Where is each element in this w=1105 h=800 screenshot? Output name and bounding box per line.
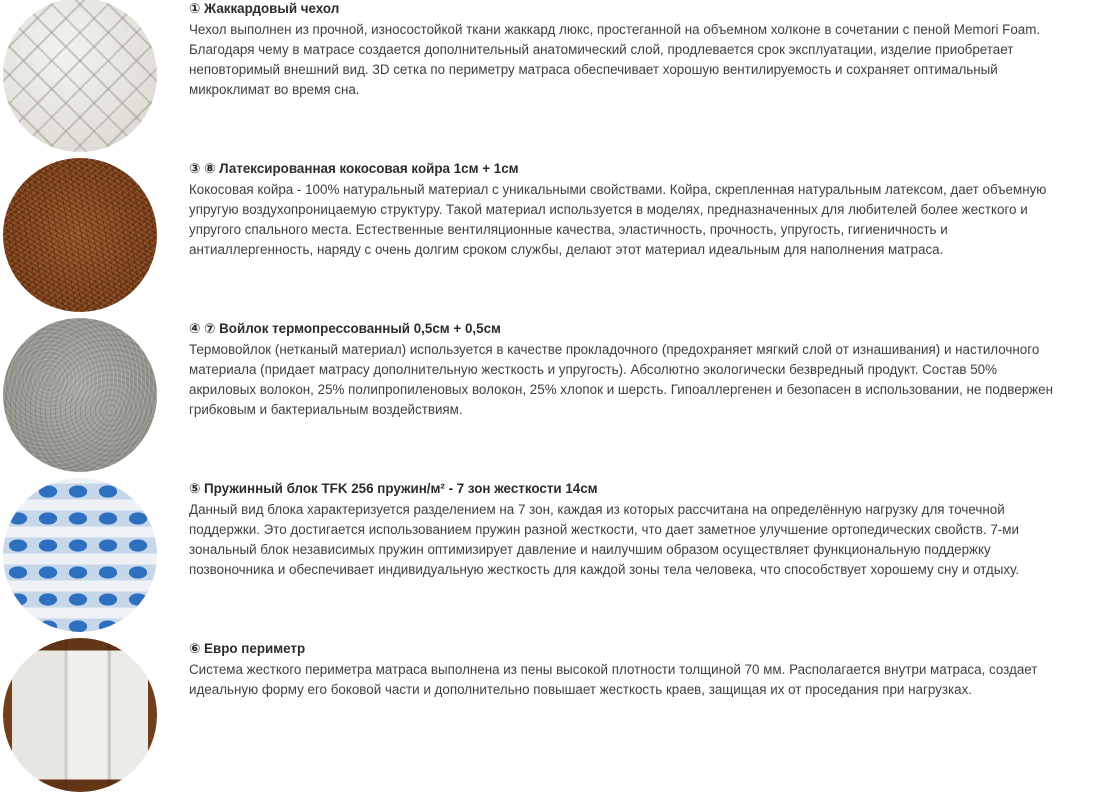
layer-heading: ⑤ Пружинный блок TFK 256 пружин/м² - 7 зон жесткости 14см (189, 481, 598, 496)
layer-euro-perimeter (0, 640, 1105, 800)
layer-heading: ① Жаккардовый чехол (189, 1, 340, 16)
spring-block-image (3, 478, 157, 632)
layer-heading: ③ ⑧ Латексированная кокосовая койра 1см + 1см (189, 161, 519, 176)
layer-heading: ⑥ Евро периметр (189, 641, 306, 656)
layer-description: Кокосовая койра - 100% натуральный материал с уникальными свойствами. Койра, скрепленная натуральным латексом, дает объемную упругую воздухопроницаемую структуру. Такой материал используется в моделях, предназначенных для любителей более жесткого и упругого спального места. Естественные вентиляционные качества, эластичность, прочность, упругость, гигиеничность и антиаллергенность, наряду с очень долгим сроком службы, делают этот материал идеальным для наполнения матраса. (189, 182, 1047, 257)
layer-thermo-felt (0, 320, 1105, 480)
euro-perimeter-image (3, 638, 157, 792)
layer-jacquard-cover (0, 0, 1105, 160)
jacquard-fabric-image (3, 0, 157, 152)
layer-description: Система жесткого периметра матраса выполнена из пены высокой плотности толщиной 70 мм. Располагается внутри матраса, создает идеальную форму его боковой части и дополнительно повышает жесткость краев, защищая их от проседания при нагрузках. (189, 662, 1038, 697)
thermo-felt-image (3, 318, 157, 472)
layer-description: Чехол выполнен из прочной, износостойкой ткани жаккард люкс, простеганной на объемном холконе в сочетании с пеной Memori Foam. Благодаря чему в матрасе создается дополнительный анатомический слой, продлевается срок эксплуатации, изделие приобретает неповторимый внешний вид. 3D сетка по периметру матраса обеспечивает хорошую вентилируемость и сохраняет оптимальный микроклимат во время сна. (189, 22, 1041, 97)
layer-heading: ④ ⑦ Войлок термопрессованный 0,5см + 0,5см (189, 321, 501, 336)
coconut-coir-image (3, 158, 157, 312)
layer-description: Термовойлок (нетканый материал) используется в качестве прокладочного (предохраняет мягкий слой от изнашивания) и настилочного материала (придает матрасу дополнительную жесткость и упругость). Абсолютно экологически безвредный продукт. Состав 50% акриловых волокон, 25% полипропиленовых волокон, 25% хлопок и шерсть. Гипоаллергенен и безопасен в использовании, не подвержен грибковым и бактериальным воздействиям. (189, 342, 1053, 417)
layer-spring-block (0, 480, 1105, 640)
layer-description: Данный вид блока характеризуется разделением на 7 зон, каждая из которых рассчитана на определённую нагрузку для точечной поддержки. Это достигается использованием пружин разной жесткости, что дает заметное улучшение ортопедических свойств. 7-ми зональный блок независимых пружин оптимизирует давление и наилучшим образом осуществляет функциональную поддержку позвоночника и обеспечивает индивидуальную жесткость для каждой зоны тела человека, что способствует хорошему сну и отдыху. (189, 502, 1020, 577)
layer-coconut-coir (0, 160, 1105, 320)
